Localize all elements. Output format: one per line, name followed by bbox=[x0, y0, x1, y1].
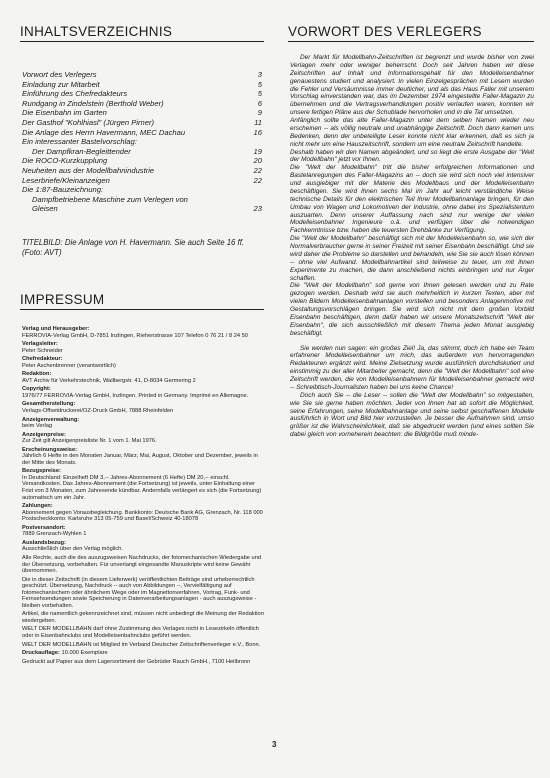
vorwort-body bbox=[290, 54, 534, 439]
toc-item bbox=[22, 128, 262, 138]
impressum-text: AVT Archiv für Verkehrstechnik, Wallbergstr. 41, D-8034 Germering 2 bbox=[22, 377, 196, 384]
toc-item-title: Einladung zur Mitarbeit bbox=[22, 79, 100, 89]
vorwort-heading: VORWORT DES VERLEGERS bbox=[288, 24, 534, 42]
impressum-label: Verlagsleiter: bbox=[22, 341, 58, 348]
impressum-label: Auslandsbezug: bbox=[22, 539, 66, 546]
impressum-heading: IMPRESSUM bbox=[20, 292, 264, 310]
impressum-label: Druckauflage: bbox=[22, 650, 60, 657]
impressum-text: Ausschließlich über den Verlag möglich. bbox=[22, 546, 123, 553]
toc-item-title: Die ROCO-Kurzkupplung bbox=[22, 156, 108, 166]
vorwort-paragraph: Die "Welt der Modellbahn" tritt die bisher erfolgreichen Informationen und Bastelanregungen des Faller-Magazins an -- doch sie wird sich noch viel intensiver und ausgiebiger mit der Materie des Modellbaus und der Modelleisenbahn beschäftigen. Sie wird Ihnen sechs Mal im Jahr auf leicht verständliche Weise technische Details für den elektrischen Teil Ihrer Modellbahnanlage bringen, für den Umbau von Wagen und Lokomotiven der Industrie, ohne dabei ins Spezialistentum auszuarten. Denn unserer Auffassung nach sind nur wenige der vielen Modelleisenbahner Ingenieure o.ä. und verfügen über die notwendigen Fachkenntnisse bzw. haben die teuersten Drehbänke zur Verfügung. bbox=[290, 164, 534, 235]
toc-item-title: Die Eisenbahn im Garten bbox=[22, 108, 107, 118]
impressum-label: Erscheinungsweise: bbox=[22, 446, 77, 453]
toc-item-page bbox=[246, 195, 262, 205]
toc-item-title: Der Gasthof "Kohlhiasl" (Jürgen Pirner) bbox=[22, 117, 155, 127]
toc-item-title: Die Anlage des Herrn Havermann, MEC Dachau bbox=[22, 127, 186, 137]
toc-item-title: Rundgang in Zindelstein (Berthold Weber) bbox=[22, 98, 164, 108]
toc-item-page bbox=[246, 185, 262, 195]
impressum-block bbox=[22, 540, 266, 553]
toc-item-page: 3 bbox=[257, 70, 262, 79]
toc-item bbox=[22, 118, 262, 128]
impressum-block bbox=[22, 611, 266, 624]
page-number: 3 bbox=[272, 740, 277, 749]
impressum-text: Alle Rechte, auch die des auszugsweisen Nachdrucks, der fotomechanischen Wiedergabe und der Übersetzung, vorbehalten. Für unverlangt eingesandte Manuskripte wird keine Gewähr übernommen. bbox=[22, 554, 262, 575]
impressum-block bbox=[22, 356, 266, 369]
toc-item-page: 22 bbox=[253, 175, 262, 185]
toc-item-page: 9 bbox=[257, 108, 262, 118]
impressum-block bbox=[22, 503, 266, 523]
impressum-text: Peter Aschenbrenner (verantwortlich) bbox=[22, 362, 116, 369]
impressum-block bbox=[22, 626, 266, 639]
toc-item bbox=[22, 185, 262, 195]
vorwort-paragraph: Anfänglich sollte das alte Faller-Magazin unter dem selben Namen wieder neu erscheinen -- als völlig neutrale und unabhängige Zeitschrift. Doch dann kamen uns Bedenken, denn der unbeteiligte Leser konnte nicht klar erkennen, daß es sich ja nicht mehr um eine Hauszeitschrift, sondern um eine neutrale Zeitschrift handelte. bbox=[290, 117, 534, 148]
impressum-text: FERROVIA-Verlag GmbH, D-7851 Inzlingen, Riehenstrasse 107 Telefon 0 76 21 / 8 24 50 bbox=[22, 332, 248, 339]
toc-item-title: Neuheiten aus der Modellbahnindustrie bbox=[22, 165, 155, 175]
impressum-text: Jährlich 6 Hefte in den Monaten Januar, März, Mai, August, Oktober und Dezember, jeweils in der Mitte des Monats. bbox=[22, 453, 258, 466]
impressum-text: Gedruckt auf Papier aus dem Lagersortiment der Gebrüder Rauch GmbH., 7100 Heilbronn bbox=[22, 658, 251, 665]
impressum-block bbox=[22, 341, 266, 354]
impressum-block bbox=[22, 447, 266, 467]
impressum-label: Copyright: bbox=[22, 386, 51, 393]
impressum-label: Redaktion: bbox=[22, 371, 52, 378]
impressum-text: Artikel, die namentlich gekennzeichnet sind, müssen nicht unbedingt die Meinung der Redaktion wiedergeben. bbox=[22, 611, 264, 624]
titelbild-caption: TITELBILD: Die Anlage von H. Havermann. Sie auch Seite 16 ff. (Foto: AVT) bbox=[22, 238, 245, 257]
toc-item-title: Der Dampfkran-Begleittender bbox=[32, 146, 131, 156]
toc-item bbox=[22, 80, 262, 90]
impressum-block bbox=[22, 555, 266, 575]
toc-item bbox=[22, 70, 262, 80]
impressum-text: beim Verlag bbox=[22, 423, 53, 430]
impressum-label: Bezugspreise: bbox=[22, 468, 61, 475]
impressum-text: Die in dieser Zeitschrift (in diesem Lieferwerk) veröffentlichten Beiträge sind urheberrechtlich geschützt. Übersetzung, Nachdruck -- auch von Abbildungen --, Vervielfältigung auf fotomechanischem oder ähnlichem Wege oder im Magnettonverfahren, Vortrag, Funk- und Fernsehsendungen sowie Speicherung in Datenverarbeitungsanlagen - auch auszugsweise - bleiben vorbehalten. bbox=[22, 576, 257, 609]
impressum-body bbox=[22, 326, 266, 667]
toc-heading: INHALTSVERZEICHNIS bbox=[20, 24, 264, 42]
toc-list bbox=[22, 70, 262, 214]
impressum-block bbox=[22, 525, 266, 538]
impressum-block bbox=[22, 417, 266, 430]
impressum-text: WELT DER MODELLBAHN darf ohne Zustimmung des Verlages nicht in Lesezirkeln öffentlich oder in Eisenbahnclubs und Modelleisenbahnclubs geführt werden. bbox=[22, 626, 259, 639]
toc-item bbox=[22, 99, 262, 109]
toc-item-page: 5 bbox=[257, 79, 262, 89]
impressum-label: Verlag und Herausgeber: bbox=[22, 326, 90, 332]
impressum-label: Postversandort: bbox=[22, 524, 66, 531]
toc-item-page: 23 bbox=[253, 204, 262, 214]
toc-item-page: 20 bbox=[253, 156, 262, 166]
impressum-block bbox=[22, 386, 266, 399]
toc-item-title: Leserbriefe/Kleinanzeigen bbox=[22, 175, 110, 185]
toc-item bbox=[22, 147, 262, 157]
impressum-label: Zahlungen: bbox=[22, 503, 53, 510]
vorwort-paragraph: Deshalb haben wir den Namen abgeändert, und so liegt die erste Ausgabe der "Welt der Modellbahn" jetzt vor Ihnen. bbox=[290, 148, 534, 164]
impressum-text: 10.000 Exemplare bbox=[61, 650, 108, 657]
impressum-block bbox=[22, 432, 266, 445]
toc-item bbox=[22, 176, 262, 186]
vorwort-paragraph: Sie werden nun sagen: ein großes Ziel! Ja, das stimmt, doch ich habe ein Team erfahrener Modelleisenbahner um mich, das außerdem von hervorragenden Redakteuren ergänzt wird. Meine Zielsetzung wurde ausführlich durchdiskutiert und einstimmig zu der aller Mitarbeiter gemacht, denn die "Welt der Modellbahn" soll eine Zeitschrift werden, die von Modelleisenbahnern für Modelleisenbahner gemacht wird -- Schreibtisch-Journalisten haben bei uns keine Chance! bbox=[290, 344, 534, 391]
toc-item-title: Dampfbetriebene Maschine zum Verlegen von bbox=[32, 194, 188, 204]
impressum-text: Peter Schneider bbox=[22, 347, 63, 354]
impressum-text: WELT DER MODELLBAHN ist Mitglied im Verband Deutscher Zeitschriftenverleger e.V., Bonn. bbox=[22, 641, 261, 648]
toc-item-title: Vorwort des Verlegers bbox=[22, 70, 97, 79]
impressum-label: Chefredakteur: bbox=[22, 356, 63, 363]
vorwort-paragraph: Die "Welt der Modellbahn" beschäftigt sich mit der Modelleisenbahn so, wie sich der Normalverbraucher gerne in seiner Freizeit mit seiner Eisenbahn beschäftigt. Und sie wird daher die Probleme so darstellen und behandeln, wie Sie sie auch lösen können -- ohne viel Aufwand. Modellbahnartikel sind teilweise zu teuer, um mit ihnen Experimente zu machen, die dann anschließend nichts einbringen und nur Ärger schaffen. bbox=[290, 235, 534, 282]
impressum-block bbox=[22, 642, 266, 649]
toc-item bbox=[22, 108, 262, 118]
impressum-block bbox=[22, 371, 266, 384]
toc-item-page bbox=[246, 137, 262, 147]
toc-item-page: 5 bbox=[257, 89, 262, 99]
toc-item bbox=[22, 195, 262, 205]
impressum-text: Abonnement gegen Vorausbegleichung. Bankkonto: Deutsche Bank AG, Grenzach, Nr. 118 000 Postscheckkonto: Karlsruhe 313 05-759 und Basel/Schweiz 40-18078 bbox=[22, 509, 263, 523]
impressum-label: Anzeigenverwaltung: bbox=[22, 416, 80, 423]
impressum-text: 1976/77 FERROVIA-Verlag GmbH, Inzlingen. Printed in Germany. Imprimé en Allemagne. bbox=[22, 392, 249, 399]
impressum-text: Zur Zeit gilt Anzeigenpreisliste Nr. 1 vom 1. Mai 1976. bbox=[22, 438, 157, 445]
impressum-block bbox=[22, 659, 266, 666]
vorwort-paragraph: Die "Welt der Modellbahn" soll gerne von Ihnen gelesen werden und zu Rate gezogen werden. Deshalb wird sie auch mehrheitlich in kurzen Texten, aber mit vielen Bildern Modelleisenbahnanlagen vorstellen und besonders Anlagenmotive mit Gestaltungsvorschlägen bringen. Sie wird sich nicht mit dem großen Vorbild Eisenbahn beschäftigen, denn dafür haben wir unsere Monatszeitschrift "Welt der Eisenbahn", die sich ausschließlich mit diesem Thema jeden Monat ausgiebig beschäftigt. bbox=[290, 282, 534, 337]
toc-item-title: Die 1:87-Bauzeichnung: bbox=[22, 185, 104, 195]
impressum-block bbox=[22, 468, 266, 501]
toc-item bbox=[22, 89, 262, 99]
toc-item bbox=[22, 204, 262, 214]
toc-item-title: Ein interessanter Bastelvorschlag: bbox=[22, 137, 137, 147]
toc-item-page: 11 bbox=[254, 117, 262, 127]
impressum-block bbox=[22, 326, 266, 339]
toc-item bbox=[22, 166, 262, 176]
impressum-label: Gesamtherstellung: bbox=[22, 401, 76, 408]
toc-item-title: Gleisen bbox=[32, 204, 58, 214]
impressum-block bbox=[22, 577, 266, 610]
impressum-label: Anzeigenpreise: bbox=[22, 431, 66, 438]
impressum-text: In Deutschland: Einzelheft DM 3,-- Jahres-Abonnement (6 Hefte) DM 20,-- einschl. Versandkosten. Das Jahres-Abonnement (die Fortsetzung) ist jeweils, unter Einhaltung einer Frist von 3 Monaten, zum Jahresende kündbar. Andernfalls verlängert es sich (die Fortsetzung) automatisch um ein Jahr. bbox=[22, 474, 262, 501]
toc-item-page: 16 bbox=[253, 127, 262, 137]
impressum-text: Verlags-Offsetdruckerei/OZ-Druck GmbH, 7888 Rheinfelden bbox=[22, 408, 174, 415]
impressum-block bbox=[22, 401, 266, 414]
vorwort-paragraph: Der Markt für Modellbahn-Zeitschriften ist begrenzt und wurde bisher von zwei Verlagen mehr oder weniger beherrscht. Doch seit Jahren haben wir diese Zeitschriften auf Inhalt und Informationsgehalt für den Modelleisenbahner genauestens studiert und analysiert. In vielen Einzelgesprächen mit Lesern wurden die Fehler und Versäumnisse immer deutlicher, und als das Haus Faller mit unserem Vorschlag einverstanden war, das im Dezember 1974 eingestellte Faller-Magazin zu übernehmen und die Vertragsverhandlungen positiv verlaufen waren, konnten wir unsere fertigen Pläne aus der Schublade hervorholen und in die Tat umsetzen. bbox=[290, 54, 534, 117]
impressum-text: 7889 Grenzach-Wyhlen 1 bbox=[22, 531, 87, 538]
toc-item-page: 22 bbox=[253, 165, 262, 175]
toc-item-page: 19 bbox=[253, 146, 262, 156]
toc-item-page: 6 bbox=[257, 98, 262, 108]
vorwort-paragraph: Doch auch Sie -- die Leser -- sollen die "Welt der Modellbahn" so mitgestalten, wie Sie sie gerne haben möchten. Jeder von Ihnen hat ab sofort die Möglichkeit, seine Erfahrungen, seine Modellbahnanlage und seine selbst geschaffenen Modelle ausführlich in Wort und Bild hier vorzustellen. Je besser die Aufnahmen sind, umso größer ist die Wahrscheinlichkeit, daß sie abgedruckt werden (und eines sollten Sie dabei gleich von vorneherein beachten: die Bildgröße muß minde- bbox=[290, 391, 534, 439]
toc-item bbox=[22, 156, 262, 166]
toc-item bbox=[22, 137, 262, 147]
toc-item-title: Einführung des Chefredakteurs bbox=[22, 89, 128, 99]
